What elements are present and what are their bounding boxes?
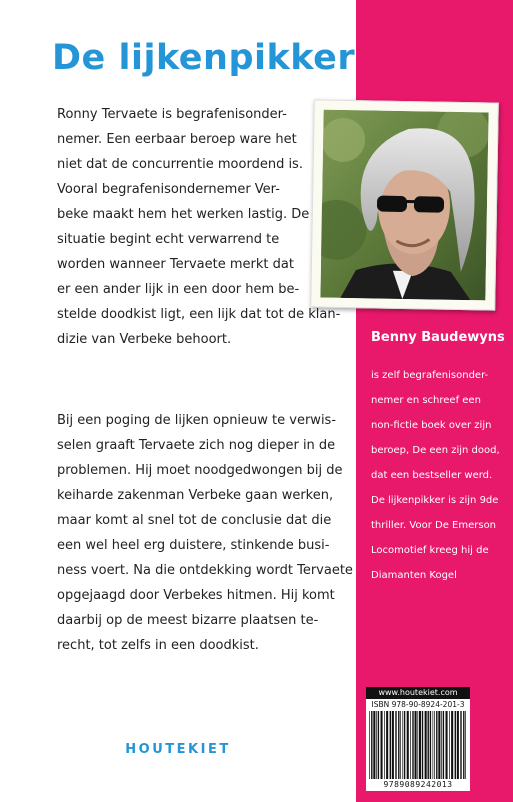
author-name: Benny Baudewyns [371,330,505,345]
barcode-bar [381,711,383,779]
barcode-bar [415,711,417,779]
barcode-bar [463,711,464,779]
barcode-bar [378,711,379,779]
author-bio: is zelf begrafenisonder- nemer en schreef een non-fictie boek over zijn beroep, De een zijn dood, dat een bestseller werd. De lijkenpikker is zijn 9de thriller. Voor De Emerson Locomotief kreeg hij de Diamanten Kogel [371,370,500,581]
barcode-bar [376,711,377,779]
barcode-bar [386,711,388,779]
barcode-bar [402,711,403,779]
isbn-label: ISBN 978-90-8924-201-3 [371,700,465,709]
barcode-icon [368,711,468,779]
barcode-bar [449,711,450,779]
barcode-bar [412,711,413,779]
publisher-logo: HOUTEKIET [125,742,231,757]
barcode-bar [446,711,448,779]
synopsis-paragraph-2: Bij een poging de lijken opnieuw te verwis- selen graaft Tervaete zich nog dieper in de problemen. Hij moet noodgedwongen bij de keiharde zakenman Verbeke gaan werken, maar komt al snel tot de conclusie dat die een wel heel erg duistere, stinkende busi- ness voert. Na die ontdekking wordt Tervaete opgejaagd door Verbekes hitmen. Hij komt daarbij op de meest bizarre plaatsen te- recht, tot zelfs in een doodkist. [57,413,353,653]
barcode-bar [433,711,434,779]
barcode-bar [419,711,421,779]
barcode-bar [384,711,385,779]
barcode-bar [417,711,418,779]
barcode-bar [398,711,399,779]
book-title: De lijkenpikker [52,38,356,78]
author-photo-image [320,110,488,301]
barcode-bar [425,711,427,779]
barcode-bar [404,711,405,779]
barcode-bar [441,711,442,779]
barcode-bar [373,711,375,779]
barcode-bar [455,711,456,779]
barcode-area [366,687,470,791]
barcode-bar [434,711,435,779]
author-photo [310,99,499,310]
barcode-bar [443,711,444,779]
barcode-bar [400,711,401,779]
synopsis-paragraph-1: Ronny Tervaete is begrafenisonder- nemer. Een eerbaar beroep ware het niet dat de concurrentie moordend is. Vooral begrafenisondernemer Ver- beke maakt hem het werken lastig. De situatie begint echt verwarrend te worden wanneer Tervaete merkt dat er een ander lijk in een door hem be- stelde doodkist ligt, een lijk dat tot de klan- dizie van Verbeke behoort. [57,107,341,347]
barcode-bar [460,711,461,779]
barcode-number: 9789089242013 [383,780,453,789]
barcode-bar [436,711,437,779]
barcode-bar [457,711,459,779]
barcode-bar [395,711,396,779]
barcode-bar [438,711,440,779]
barcode-bar [451,711,453,779]
barcode-bar [407,711,409,779]
barcode-bar [390,711,391,779]
barcode-bar [430,711,431,779]
barcode-bar [369,711,370,779]
barcode-bar [410,711,411,779]
barcode-bar [465,711,466,779]
barcode-bar [428,711,429,779]
barcode-bar [371,711,372,779]
barcode-bar [392,711,394,779]
barcode-bar [422,711,423,779]
publisher-url: www.houtekiet.com [366,687,470,699]
